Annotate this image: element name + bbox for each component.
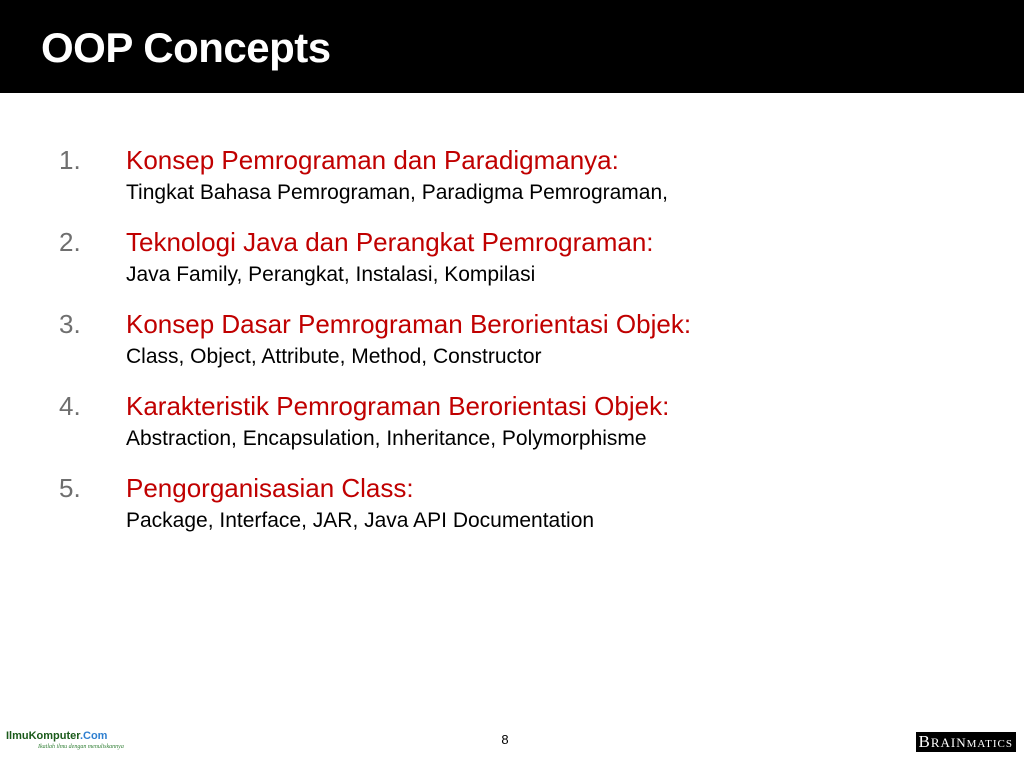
topic-number: 3. [59, 309, 81, 339]
topic-list [59, 141, 989, 551]
topic-item [59, 223, 989, 289]
brainmatics-logo-rain: RAIN [930, 735, 967, 750]
topic-item [59, 387, 989, 453]
ilmukomputer-logo-suffix: .Com [79, 730, 108, 742]
page-number: 8 [501, 732, 509, 747]
slide-title: OOP Concepts [41, 24, 331, 71]
topic-item [59, 469, 989, 535]
brainmatics-logo-matics: MATICS [966, 738, 1013, 750]
title-bar [0, 0, 1024, 93]
topic-heading: Karakteristik Pemrograman Berorientasi Objek: [126, 391, 670, 421]
topic-detail: Tingkat Bahasa Pemrograman, Paradigma Pemrograman, [126, 181, 668, 204]
topic-item [59, 141, 989, 207]
slide-footer [0, 728, 1024, 768]
topic-heading: Teknologi Java dan Perangkat Pemrograman: [126, 227, 654, 257]
ilmukomputer-logo-text [6, 730, 136, 743]
ilmukomputer-logo-tagline: Ikatlah ilmu dengan menuliskannya [38, 744, 124, 750]
topic-heading: Konsep Dasar Pemrograman Berorientasi Objek: [126, 309, 692, 339]
topic-detail: Abstraction, Encapsulation, Inheritance, Polymorphisme [126, 427, 647, 450]
ilmukomputer-logo-name: IlmuKomputer [6, 730, 80, 742]
topic-number: 1. [59, 145, 81, 175]
topic-detail: Package, Interface, JAR, Java API Documentation [126, 509, 595, 532]
topic-number: 4. [59, 391, 81, 421]
brainmatics-logo [916, 732, 1016, 752]
topic-heading: Pengorganisasian Class: [126, 473, 414, 503]
ilmukomputer-logo [6, 730, 136, 760]
topic-number: 5. [59, 473, 81, 503]
topic-detail: Java Family, Perangkat, Instalasi, Kompilasi [126, 263, 536, 286]
topic-item [59, 305, 989, 371]
topic-detail: Class, Object, Attribute, Method, Constructor [126, 345, 542, 368]
topic-number: 2. [59, 227, 81, 257]
topic-heading: Konsep Pemrograman dan Paradigmanya: [126, 145, 619, 175]
brainmatics-logo-b: B [918, 732, 931, 751]
